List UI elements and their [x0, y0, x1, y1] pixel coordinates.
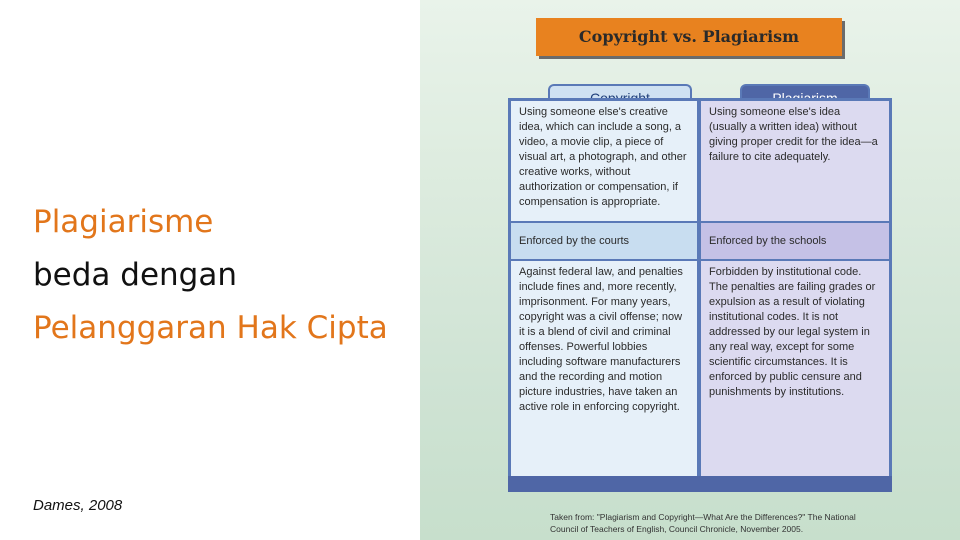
- plagiarism-enforcement-cell: Enforced by the schools: [701, 221, 889, 261]
- figure-source-note: Taken from: "Plagiarism and Copyright—What Are the Differences?" The National Council of Teachers of English, Council Chronicle, November 2005.: [550, 512, 856, 534]
- title-line-1: Plagiarisme: [33, 204, 214, 240]
- citation-credit: Dames, 2008: [33, 497, 123, 514]
- figure-banner: [536, 18, 842, 56]
- copyright-definition-cell: Using someone else's creative idea, which can include a song, a video, a movie clip, a piece of visual art, a photograph, and other creative works, without authorization or compensation, if compensation is appropriate.: [511, 101, 697, 221]
- banner-text: Copyright vs. Plagiarism: [578, 27, 800, 46]
- comparison-table: [508, 98, 892, 480]
- plagiarism-penalties-cell: Forbidden by institutional code. The penalties are failing grades or expulsion as a result of violating institutional codes. It is not addressed by our legal system in any real way, except for some scientific circumstances. It is enforced by public censure and punishments by institutions.: [701, 261, 889, 477]
- comparison-figure: [420, 0, 960, 540]
- title-line-3: Pelanggaran Hak Cipta: [33, 310, 388, 346]
- slide-title: [33, 196, 388, 355]
- plagiarism-definition-cell: Using someone else's idea (usually a written idea) without giving proper credit for the idea—a failure to cite adequately.: [701, 101, 889, 221]
- table-base-bar: [508, 476, 892, 492]
- copyright-enforcement-cell: Enforced by the courts: [511, 221, 697, 261]
- title-line-2: beda dengan: [33, 257, 237, 293]
- copyright-penalties-cell: Against federal law, and penalties include fines and, more recently, imprisonment. For many years, copyright was a civil offense; now it is a blend of civil and criminal offenses. Powerful lobbies including software manufacturers and the recording and motion picture industries, have taken an active role in enforcing copyright.: [511, 261, 697, 477]
